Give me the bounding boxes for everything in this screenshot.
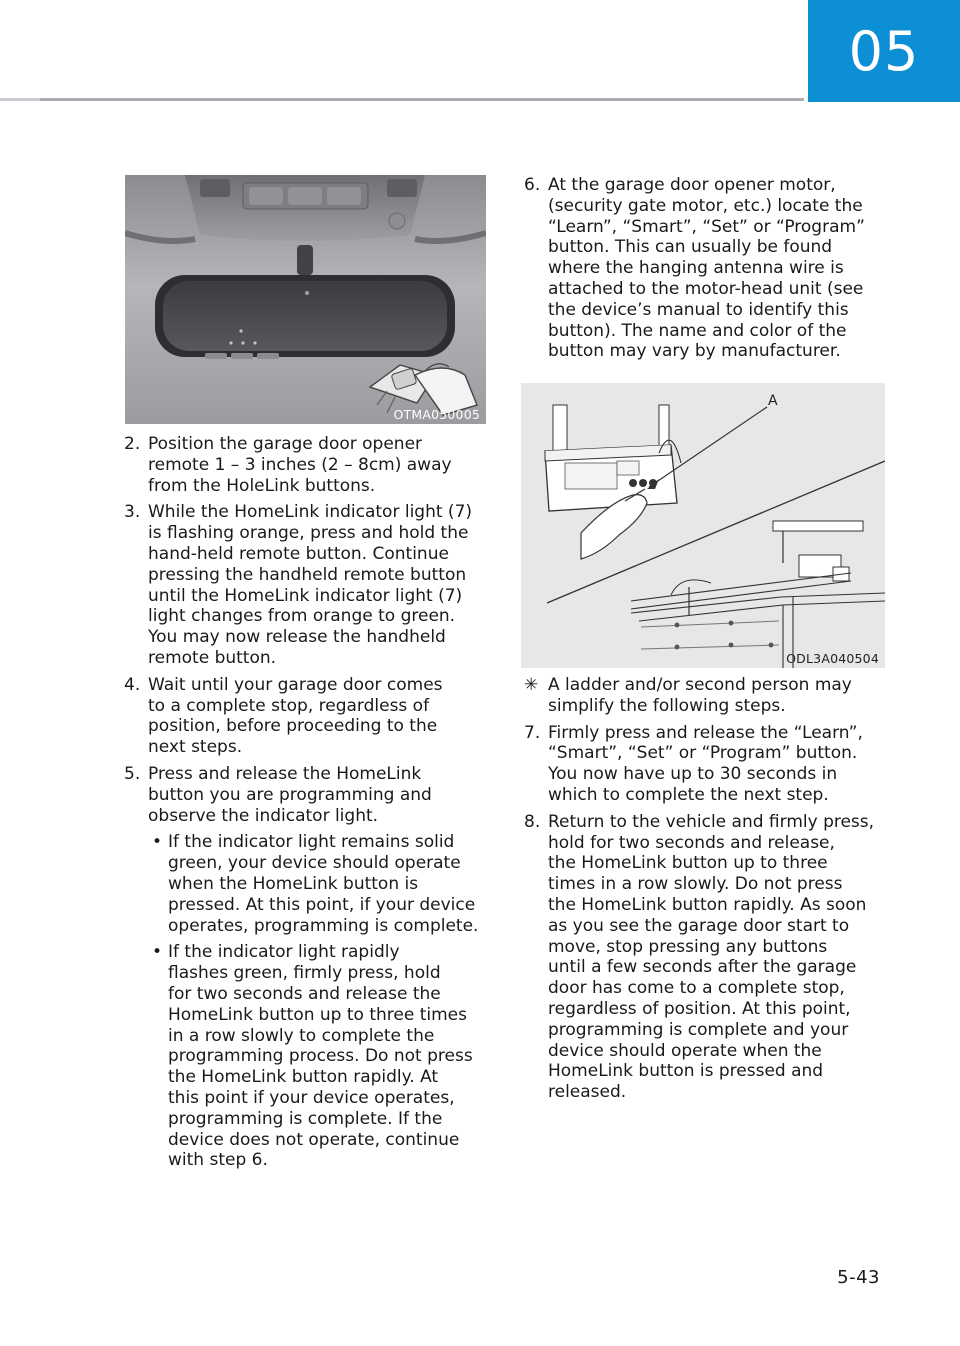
garage-opener-figure [521, 383, 885, 668]
bullet-text: If the indicator light rapidly flashes green, firmly press, hold for two seconds and release the HomeLink button up to three times in a row slowly to complete the programming process. Do not press the HomeLink button rapidly. At this point if your device operates, programming is complete. If the device does not operate, continue with step 6. [168, 942, 473, 1171]
note [524, 675, 890, 717]
bullet-dot-icon: • [152, 832, 163, 853]
step-8 [524, 812, 890, 1103]
step-number: 6. [524, 175, 541, 195]
header-rule-accent [0, 98, 40, 101]
step-text: Wait until your garage door comes to a complete stop, regardless of position, before proceeding to the next steps. [148, 674, 443, 758]
bullet-item [148, 942, 490, 1171]
step-2 [124, 434, 490, 496]
step-text: While the HomeLink indicator light (7) is flashing orange, press and hold the hand-held remote button. Continue pressing the handheld remote button until the HomeLink indicator light (7) light changes from orange to green. You may now release the handheld remote button. [148, 502, 473, 668]
asterisk-icon: ✳ [524, 675, 539, 695]
step-7 [524, 723, 890, 806]
bullet-dot-icon: • [152, 942, 163, 963]
step-number: 4. [124, 674, 141, 695]
step-text: At the garage door opener motor, (security gate motor, etc.) locate the “Learn”, “Smart”, “Set” or “Program” button. This can usually be found where the hanging antenna wire is attached to the motor-head unit (see the device’s manual to identify this button). The name and color of the button may vary by manufacturer. [548, 175, 865, 362]
step-4 [124, 675, 490, 758]
callout-label-a: A [768, 393, 778, 409]
step-number: 7. [524, 722, 541, 743]
header-rule [0, 98, 804, 101]
note-text: A ladder and/or second person may simplify the following steps. [548, 675, 852, 716]
chapter-tab: 05 [808, 0, 960, 102]
bullet-item [148, 832, 490, 936]
step-3 [124, 502, 490, 668]
page-number: 5-43 [837, 1267, 880, 1288]
step-text: Press and release the HomeLink button you are programming and observe the indicator light. [148, 763, 432, 826]
step-number: 5. [124, 763, 141, 784]
garage-figure-code: ODL3A040504 [786, 651, 879, 666]
mirror-figure [125, 175, 486, 424]
right-column-top [524, 175, 890, 368]
step-number: 8. [524, 811, 541, 832]
step-text: Position the garage door opener remote 1 – 3 inches (2 – 8cm) away from the HoleLink buttons. [148, 434, 452, 496]
step-6 [524, 175, 890, 362]
mirror-illustration [125, 175, 486, 424]
right-column-bottom [524, 675, 890, 1109]
step-5 [124, 764, 490, 1171]
step-text: Return to the vehicle and firmly press, hold for two seconds and release, the HomeLink button up to three times in a row slowly. Do not press the HomeLink button rapidly. As soon as you see the garage door start to move, stop pressing any buttons until a few seconds after the garage door has come to a complete stop, regardless of position. At this point, programming is complete and your device should operate when the HomeLink button is pressed and released. [548, 811, 875, 1103]
step-number: 2. [124, 434, 141, 454]
garage-opener-illustration [521, 383, 885, 668]
step-text: Firmly press and release the “Learn”, “Smart”, “Set” or “Program” button. You now have up to 30 seconds in which to complete the next step. [548, 722, 863, 805]
bullet-text: If the indicator light remains solid green, your device should operate when the HomeLink button is pressed. At this point, if your device operates, programming is complete. [168, 832, 479, 936]
mirror-figure-code: OTMA050005 [393, 407, 480, 422]
step-number: 3. [124, 502, 141, 523]
left-column [124, 434, 490, 1177]
